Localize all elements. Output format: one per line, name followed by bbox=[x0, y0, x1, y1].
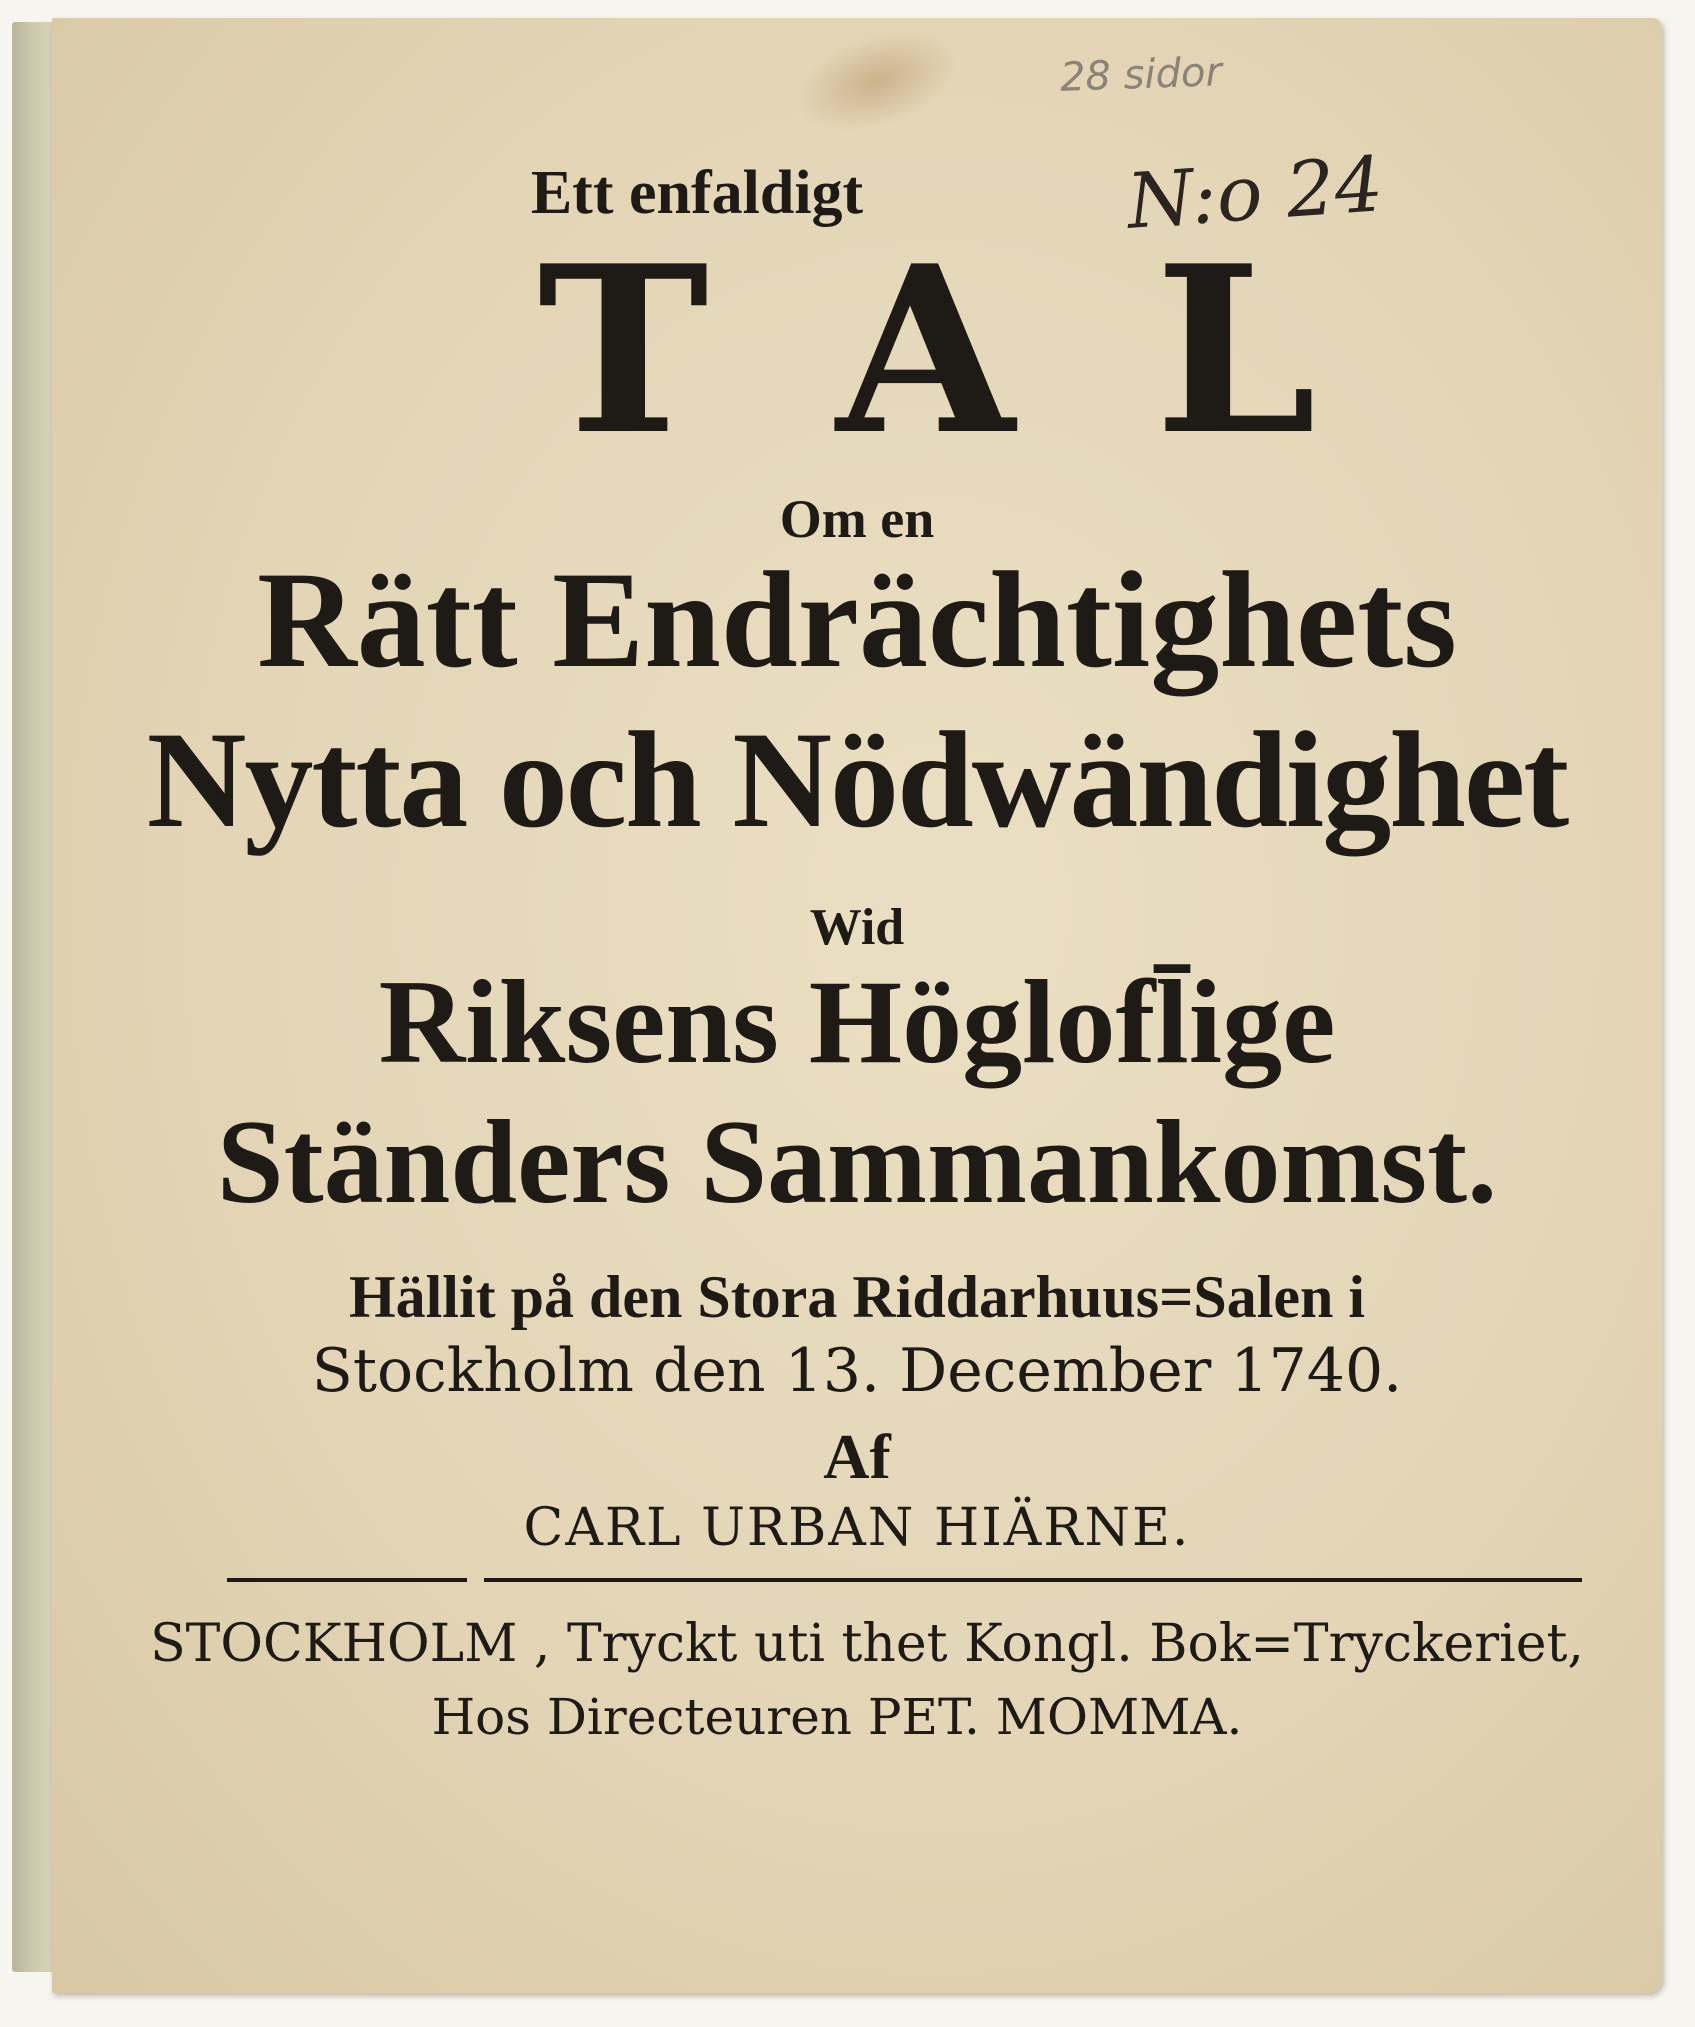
imprint-line-1: STOCKHOLM , Tryckt uti thet Kongl. Bok=Tryckeriet, bbox=[150, 1614, 1584, 1674]
line-om-en: Om en bbox=[779, 489, 935, 549]
author-name: CARL URBAN HIÄRNE. bbox=[523, 1498, 1191, 1558]
line-hallit: Hällit på den Stora Riddarhuus=Salen i bbox=[348, 1264, 1366, 1330]
line-stockholm-date: Stockholm den 13. December 1740. bbox=[311, 1336, 1403, 1406]
divider-rule-right bbox=[484, 1578, 1582, 1582]
pencil-annotation: 28 sidor bbox=[1059, 49, 1223, 101]
title-line-nytta-och-nodwandighet: Nytta och Nödwändighet bbox=[146, 703, 1568, 856]
title-line-riksens: Riksens Höglofl̄ige bbox=[378, 955, 1336, 1088]
title-line-standers: Ständers Sammankomst. bbox=[216, 1095, 1498, 1228]
subtitle-ett-enfaldigt: Ett enfaldigt bbox=[530, 159, 864, 227]
imprint-line-2: Hos Directeuren PET. MOMMA. bbox=[431, 1688, 1243, 1746]
handwritten-shelfmark: N:o 24 bbox=[1124, 139, 1386, 246]
line-af: Af bbox=[823, 1421, 891, 1492]
title-tal: TAL bbox=[537, 216, 1457, 486]
line-wid: Wid bbox=[809, 899, 905, 956]
paper-stain bbox=[782, 18, 971, 150]
title-page bbox=[52, 18, 1662, 1993]
divider-rule-left bbox=[227, 1578, 467, 1582]
title-line-ratt-endrachtighets: Rätt Endrächtighets bbox=[257, 543, 1457, 696]
